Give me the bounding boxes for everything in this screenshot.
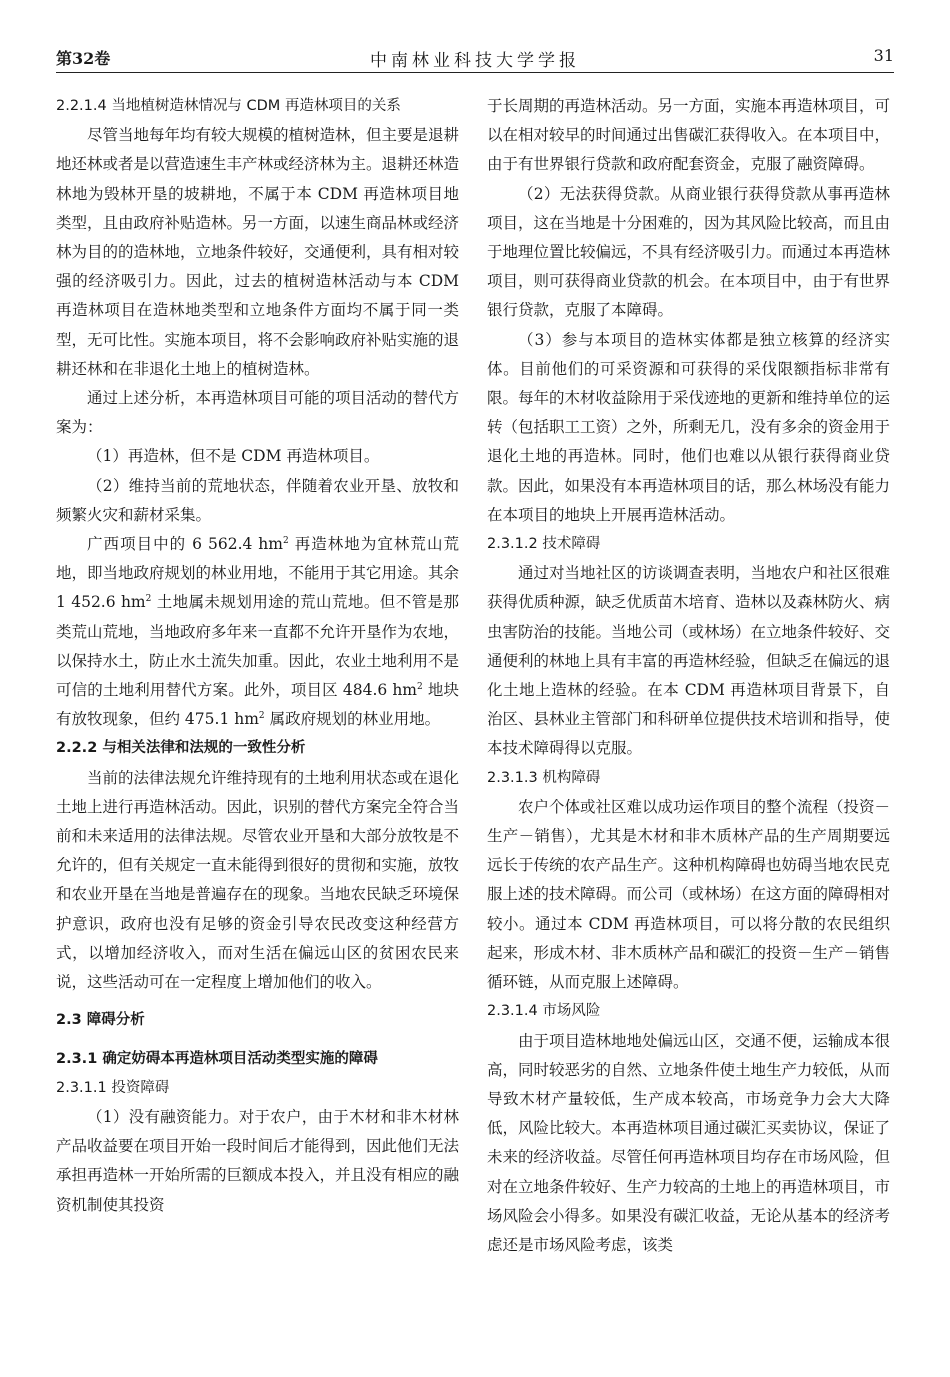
page-number: 31 [873,46,894,65]
paragraph [56,530,459,734]
text-run: 土地属未规划用途的荒山荒地。但不管是那类荒山荒地，当地政府多年来一直都不允许开垦作为农地，以保持水土，防止水土流失加重。因此，农业土地利用不是可信的土地利用替代方案。此外，项目区 484.6 hm [56,593,460,700]
paragraph: 当前的法律法规允许维持现有的土地利用状态或在退化土地上进行再造林活动。因此，识别的替代方案完全符合当前和未来适用的法律法规。尽管农业开垦和大部分放牧是不允许的，但有关规定一直未能得到很好的贯彻和实施，放牧和农业开垦在当地是普遍存在的现象。当地农民缺乏环境保护意识，政府也没有足够的资金引导农民改变这种经营方式，以增加经济收入，而对生活在偏远山区的贫困农民来说，这些活动可在一定程度上增加他们的收入。 [56,768,460,992]
section-heading: 2.2.1.4 当地植树造林情况与 CDM 再造林项目的关系 [56,98,401,114]
paragraph: （1）再造林，但不是 CDM 再造林项目。 [87,447,380,466]
superscript: 2 [145,594,152,605]
text-run: 地块有放牧现象，但约 475.1 hm [56,681,459,729]
paragraph: 尽管当地每年均有较大规模的植树造林，但主要是退耕地还林或者是以营造速生丰产林或经济林为主。退耕还林造林地为毁林开垦的坡耕地，不属于本 CDM 再造林项目地类型，且由政府补贴造林。另一方面，以速生商品林或经济林为目的的造林地，立地条件较好，交通便利，具有相对较强的经济吸引力。因此，过去的植树造林活动与本 CDM 再造林项目在造林地类型和立地条件方面均不属于同一类型，无可比性。实施本项目，将不会影响政府补贴实施的退耕还林和在非退化土地上的植树造林。 [56,126,460,378]
paragraph: 通过对当地社区的访谈调查表明，当地农户和社区很难获得优质种源，缺乏优质苗木培育、造林以及森林防火、病虫害防治的技能。当地公司（或林场）在立地条件较好、交通便利的林地上具有丰富的再造林经验，但缺乏在偏远的退化土地上造林的经验。在本 CDM 再造林项目背景下，自治区、县林业主管部门和科研单位提供技术培训和指导，使本技术障碍得以克服。 [487,564,891,758]
superscript: 2 [417,681,423,692]
paragraph: （2）维持当前的荒地状态，伴随着农业开垦、放牧和频繁火灾和薪材采集。 [56,476,459,524]
left-column [56,92,459,1220]
right-column [487,92,890,1260]
section-heading: 2.3.1.1 投资障碍 [56,1079,170,1096]
section-heading: 2.3.1.4 市场风险 [487,1003,601,1020]
paragraph: 农户个体或社区难以成功运作项目的整个流程（投资－生产－销售），尤其是木材和非木质林产品的生产周期要远远长于传统的农产品生产。这种机构障碍也妨碍当地农民克服上述的技术障碍。而公司（或林场）在这方面的障碍相对较小。通过本 CDM 再造林项目，可以将分散的农民组织起来，形成木材、非木质林产品和碳汇的投资－生产－销售循环链，从而克服上述障碍。 [487,797,891,992]
paragraph: （3）参与本项目的造林实体都是独立核算的经济实体。目前他们的可采资源和可获得的采伐限额指标非常有限。每年的木材收益除用于采伐迹地的更新和维持单位的运转（包括职工工资）之外，所剩无几，没有多余的资金用于退化土地的再造林。同时，他们也难以从银行获得商业贷款。因此，如果没有本再造林项目的话，那么林场没有能力在本项目的地块上开展再造林活动。 [487,330,891,524]
section-heading: 2.2.2 与相关法律和法规的一致性分析 [56,740,306,757]
text-run: 广西项目中的 6 562.4 hm [87,535,283,554]
volume-label: 第32卷 [56,49,111,68]
paragraph: 通过上述分析，本再造林项目可能的项目活动的替代方案为： [56,389,460,437]
text-run: 再造林地为宜林荒山荒地，即当地政府规划的林业用地，不能用于其它用途。其余 1 452.6 hm [56,535,460,612]
section-heading: 2.3.1.2 技术障碍 [487,536,601,553]
section-heading: 2.3 障碍分析 [56,1012,145,1029]
section-heading: 2.3.1.3 机构障碍 [487,769,601,786]
journal-name: 中南林业科技大学学报 [370,51,580,71]
text-run: 属政府规划的林业用地。 [264,710,441,729]
running-header [56,42,894,73]
paragraph: 于长周期的再造林活动。另一方面，实施本再造林项目，可以在相对较早的时间通过出售碳汇获得收入。在本项目中，由于有世界银行贷款和政府配套资金，克服了融资障碍。 [487,97,891,174]
paragraph: （2）无法获得贷款。从商业银行获得贷款从事再造林项目，这在当地是十分困难的，因为其风险比较高，而且由于地理位置比较偏远，不具有经济吸引力。而通过本再造林项目，则可获得商业贷款的机会。在本项目中，由于有世界银行贷款，克服了本障碍。 [487,184,891,320]
paragraph: 由于项目造林地地处偏远山区，交通不便，运输成本很高，同时较恶劣的自然、立地条件使土地生产力较低，从而导致木材产量较低，生产成本较高，市场竞争力会大大降低，风险比较大。本再造林项目通过碳汇买卖协议，保证了未来的经济收益。尽管任何再造林项目均存在市场风险，但对在立地条件较好、生产力较高的土地上的再造林项目，市场风险会小得多。如果没有碳汇收益，无论从基本的经济考虑还是市场风险考虑，该类 [487,1031,891,1254]
superscript: 2 [258,711,265,722]
section-heading: 2.3.1 确定妨碍本再造林项目活动类型实施的障碍 [56,1050,378,1067]
superscript: 2 [283,535,289,546]
paragraph: （1）没有融资能力。对于农户，由于木材和非木材林产品收益要在项目开始一段时间后才能得到，因此他们无法承担再造林一开始所需的巨额成本投入，并且没有相应的融资机制使其投资 [56,1107,460,1214]
